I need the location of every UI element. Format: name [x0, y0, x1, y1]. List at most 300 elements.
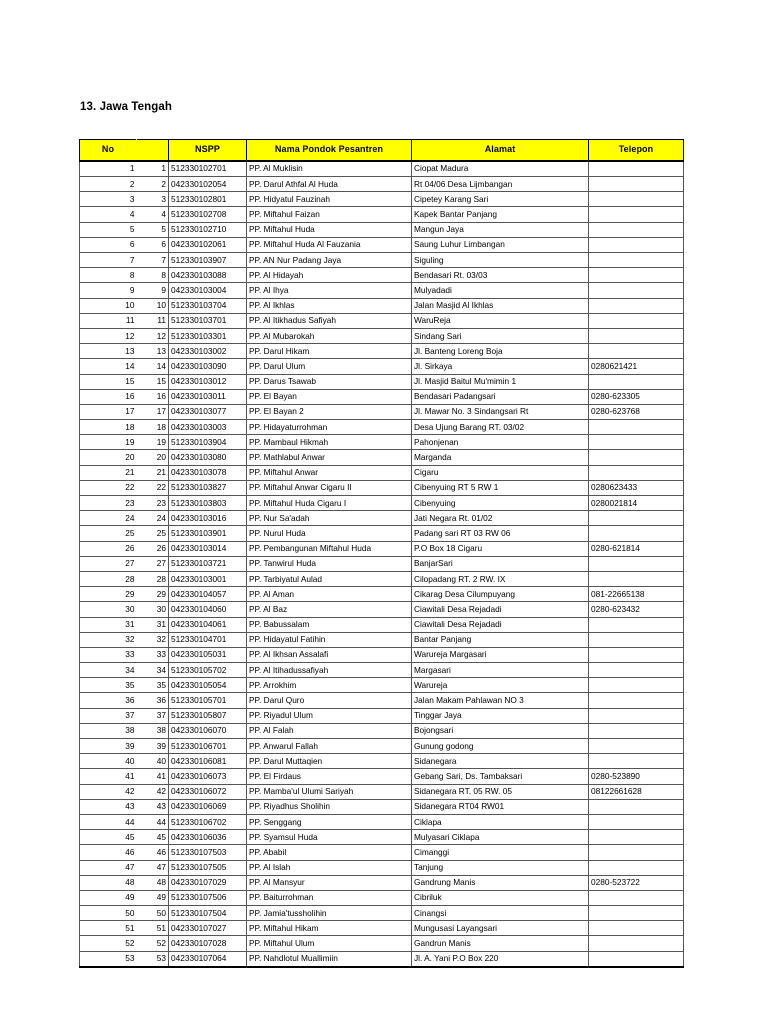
cell-no: 53 [80, 951, 137, 967]
cell-nama: PP. Hidyatul Fauzinah [247, 192, 412, 207]
cell-telepon: 0280-623768 [589, 404, 684, 419]
cell-alamat: Gebang Sari, Ds. Tambaksari [412, 769, 589, 784]
cell-nama: PP. Miftahul Huda Al Fauzania [247, 237, 412, 252]
cell-nspp: 512330103301 [169, 328, 247, 343]
cell-index: 19 [137, 435, 169, 450]
cell-telepon [589, 253, 684, 268]
cell-nama: PP. El Firdaus [247, 769, 412, 784]
cell-nspp: 042330104057 [169, 587, 247, 602]
column-header-nspp: NSPP [169, 140, 247, 161]
cell-index: 8 [137, 268, 169, 283]
cell-nama: PP. Arrokhim [247, 678, 412, 693]
cell-nspp: 512330105807 [169, 708, 247, 723]
cell-alamat: Pahonjenan [412, 435, 589, 450]
cell-no: 46 [80, 845, 137, 860]
table-row [80, 708, 684, 723]
cell-alamat: Cikarag Desa Cilumpuyang [412, 587, 589, 602]
cell-nama: PP. Babussalam [247, 617, 412, 632]
cell-nspp: 512330104701 [169, 632, 247, 647]
cell-alamat: Mulyadadi [412, 283, 589, 298]
cell-no: 13 [80, 344, 137, 359]
cell-nspp: 042330103012 [169, 374, 247, 389]
table-row [80, 526, 684, 541]
table-row [80, 328, 684, 343]
table-row [80, 253, 684, 268]
column-header-alamat: Alamat [412, 140, 589, 161]
cell-alamat: Sidanegara RT. 05 RW. 05 [412, 784, 589, 799]
cell-nama: PP. Al Ikhsan Assalafi [247, 647, 412, 662]
cell-index: 47 [137, 860, 169, 875]
cell-alamat: Ciopat Madura [412, 161, 589, 177]
cell-nama: PP. Darul Quro [247, 693, 412, 708]
cell-telepon: 0280-523890 [589, 769, 684, 784]
cell-no: 38 [80, 723, 137, 738]
table-row [80, 890, 684, 905]
cell-no: 21 [80, 465, 137, 480]
cell-index: 28 [137, 571, 169, 586]
cell-alamat: Cimanggi [412, 845, 589, 860]
cell-nspp: 042330103002 [169, 344, 247, 359]
table-row [80, 222, 684, 237]
cell-nama: PP. Hidayaturrohman [247, 420, 412, 435]
cell-nama: PP. Darul Hikam [247, 344, 412, 359]
cell-index: 3 [137, 192, 169, 207]
cell-no: 9 [80, 283, 137, 298]
cell-nama: PP. Anwarul Fallah [247, 739, 412, 754]
cell-no: 22 [80, 480, 137, 495]
cell-telepon [589, 921, 684, 936]
cell-nama: PP. Darul Muttaqien [247, 754, 412, 769]
cell-telepon [589, 936, 684, 951]
cell-index: 53 [137, 951, 169, 967]
cell-telepon: 0280-621814 [589, 541, 684, 556]
cell-index: 48 [137, 875, 169, 890]
cell-nspp: 042330103001 [169, 571, 247, 586]
cell-alamat: Cibenyuing [412, 496, 589, 511]
cell-nama: PP. AN Nur Padang Jaya [247, 253, 412, 268]
table-row [80, 799, 684, 814]
cell-no: 51 [80, 921, 137, 936]
cell-telepon [589, 222, 684, 237]
cell-telepon [589, 739, 684, 754]
cell-telepon [589, 708, 684, 723]
table-row [80, 571, 684, 586]
column-header-no: No [80, 140, 137, 161]
cell-alamat: Cibenyuing RT 5 RW 1 [412, 480, 589, 495]
cell-no: 15 [80, 374, 137, 389]
column-header-nama-pondok-pesantren: Nama Pondok Pesantren [247, 140, 412, 161]
table-row [80, 268, 684, 283]
table-row [80, 860, 684, 875]
cell-nama: PP. El Bayan 2 [247, 404, 412, 419]
cell-index: 30 [137, 602, 169, 617]
cell-index: 29 [137, 587, 169, 602]
cell-index: 14 [137, 359, 169, 374]
cell-alamat: Bendasari Rt. 03/03 [412, 268, 589, 283]
cell-nama: PP. Al Itikhadus Safiyah [247, 313, 412, 328]
cell-alamat: Jl. Banteng Loreng Boja [412, 344, 589, 359]
cell-telepon [589, 571, 684, 586]
cell-no: 11 [80, 313, 137, 328]
cell-nspp: 512330102701 [169, 161, 247, 177]
cell-telepon [589, 830, 684, 845]
cell-nspp: 042330103011 [169, 389, 247, 404]
cell-no: 49 [80, 890, 137, 905]
cell-no: 25 [80, 526, 137, 541]
cell-telepon [589, 328, 684, 343]
cell-alamat: Jl. Masjid Baitul Mu'mimin 1 [412, 374, 589, 389]
cell-telepon [589, 435, 684, 450]
cell-no: 45 [80, 830, 137, 845]
cell-index: 35 [137, 678, 169, 693]
cell-alamat: Mungusasi Layangsari [412, 921, 589, 936]
cell-nspp: 042330106070 [169, 723, 247, 738]
cell-nama: PP. Al Muklisin [247, 161, 412, 177]
cell-index: 34 [137, 663, 169, 678]
cell-index: 32 [137, 632, 169, 647]
cell-no: 2 [80, 177, 137, 192]
cell-no: 33 [80, 647, 137, 662]
table-row [80, 192, 684, 207]
cell-alamat: Jati Negara Rt. 01/02 [412, 511, 589, 526]
cell-nama: PP. El Bayan [247, 389, 412, 404]
cell-nama: PP. Syamsul Huda [247, 830, 412, 845]
cell-index: 5 [137, 222, 169, 237]
cell-nspp: 512330102801 [169, 192, 247, 207]
cell-nama: PP. Darus Tsawab [247, 374, 412, 389]
table-row [80, 480, 684, 495]
cell-nspp: 512330106701 [169, 739, 247, 754]
cell-nama: PP. Al Baz [247, 602, 412, 617]
cell-index: 38 [137, 723, 169, 738]
cell-nspp: 512330105701 [169, 693, 247, 708]
cell-no: 19 [80, 435, 137, 450]
cell-telepon [589, 647, 684, 662]
table-header [80, 140, 684, 161]
cell-no: 47 [80, 860, 137, 875]
cell-nama: PP. Darul Athfal Al Huda [247, 177, 412, 192]
cell-alamat: Bojongsari [412, 723, 589, 738]
cell-alamat: Jalan Masjid Al Ikhlas [412, 298, 589, 313]
table-row [80, 617, 684, 632]
cell-nama: PP. Al Mansyur [247, 875, 412, 890]
cell-nama: PP. Nur Sa'adah [247, 511, 412, 526]
cell-no: 32 [80, 632, 137, 647]
cell-no: 20 [80, 450, 137, 465]
cell-index: 4 [137, 207, 169, 222]
cell-no: 48 [80, 875, 137, 890]
cell-nspp: 042330104061 [169, 617, 247, 632]
cell-telepon [589, 161, 684, 177]
cell-index: 27 [137, 556, 169, 571]
cell-telepon [589, 526, 684, 541]
cell-index: 33 [137, 647, 169, 662]
cell-no: 10 [80, 298, 137, 313]
cell-alamat: Gandrun Manis [412, 936, 589, 951]
table-row [80, 161, 684, 177]
cell-alamat: Marganda [412, 450, 589, 465]
table-row [80, 587, 684, 602]
cell-index: 13 [137, 344, 169, 359]
cell-nspp: 512330107504 [169, 906, 247, 921]
cell-telepon [589, 192, 684, 207]
table-row [80, 359, 684, 374]
cell-index: 21 [137, 465, 169, 480]
cell-telepon [589, 177, 684, 192]
cell-alamat: Warureja Margasari [412, 647, 589, 662]
cell-nspp: 042330106072 [169, 784, 247, 799]
cell-index: 12 [137, 328, 169, 343]
cell-nspp: 512330107505 [169, 860, 247, 875]
cell-alamat: Ciawitali Desa Rejadadi [412, 602, 589, 617]
column-header-telepon: Telepon [589, 140, 684, 161]
table-row [80, 177, 684, 192]
table-row [80, 298, 684, 313]
cell-nspp: 042330103016 [169, 511, 247, 526]
table-row [80, 693, 684, 708]
cell-no: 36 [80, 693, 137, 708]
table-row [80, 511, 684, 526]
cell-alamat: Cibriluk [412, 890, 589, 905]
cell-nspp: 042330103088 [169, 268, 247, 283]
table-row [80, 830, 684, 845]
cell-no: 40 [80, 754, 137, 769]
cell-telepon [589, 511, 684, 526]
cell-telepon [589, 313, 684, 328]
cell-index: 39 [137, 739, 169, 754]
cell-no: 39 [80, 739, 137, 754]
cell-no: 41 [80, 769, 137, 784]
cell-nama: PP. Hidayatul Fatihin [247, 632, 412, 647]
cell-nspp: 042330107029 [169, 875, 247, 890]
cell-no: 12 [80, 328, 137, 343]
cell-no: 30 [80, 602, 137, 617]
cell-nama: PP. Nahdlotul Muallimiin [247, 951, 412, 967]
cell-telepon [589, 723, 684, 738]
cell-index: 1 [137, 161, 169, 177]
cell-no: 16 [80, 389, 137, 404]
cell-nama: PP. Al Islah [247, 860, 412, 875]
cell-alamat: Sidanegara [412, 754, 589, 769]
cell-alamat: Cilopadang RT. 2 RW. IX [412, 571, 589, 586]
cell-nspp: 042330107028 [169, 936, 247, 951]
cell-index: 18 [137, 420, 169, 435]
table-row [80, 313, 684, 328]
cell-telepon [589, 860, 684, 875]
cell-telepon: 0280-623305 [589, 389, 684, 404]
cell-nspp: 042330106069 [169, 799, 247, 814]
cell-alamat: Bendasari Padangsari [412, 389, 589, 404]
cell-nama: PP. Riyadhus Sholihin [247, 799, 412, 814]
table-row [80, 541, 684, 556]
cell-index: 16 [137, 389, 169, 404]
cell-nspp: 512330103907 [169, 253, 247, 268]
cell-nspp: 042330103080 [169, 450, 247, 465]
cell-index: 26 [137, 541, 169, 556]
cell-index: 24 [137, 511, 169, 526]
cell-index: 2 [137, 177, 169, 192]
cell-nama: PP. Al Itihadussafiyah [247, 663, 412, 678]
cell-no: 24 [80, 511, 137, 526]
cell-telepon [589, 678, 684, 693]
cell-index: 23 [137, 496, 169, 511]
cell-index: 6 [137, 237, 169, 252]
cell-no: 26 [80, 541, 137, 556]
cell-no: 35 [80, 678, 137, 693]
cell-nspp: 512330103901 [169, 526, 247, 541]
cell-nspp: 042330103078 [169, 465, 247, 480]
cell-index: 11 [137, 313, 169, 328]
cell-alamat: Mangun Jaya [412, 222, 589, 237]
table-row [80, 435, 684, 450]
cell-telepon [589, 374, 684, 389]
cell-nspp: 042330102061 [169, 237, 247, 252]
cell-nspp: 512330103827 [169, 480, 247, 495]
cell-index: 44 [137, 814, 169, 829]
cell-nspp: 512330103721 [169, 556, 247, 571]
cell-alamat: Saung Luhur Limbangan [412, 237, 589, 252]
cell-alamat: BanjarSari [412, 556, 589, 571]
cell-index: 36 [137, 693, 169, 708]
cell-nspp: 042330107027 [169, 921, 247, 936]
cell-nspp: 042330103090 [169, 359, 247, 374]
cell-alamat: Ciawitali Desa Rejadadi [412, 617, 589, 632]
cell-no: 23 [80, 496, 137, 511]
cell-no: 43 [80, 799, 137, 814]
cell-telepon [589, 663, 684, 678]
table-row [80, 754, 684, 769]
cell-alamat: Gunung godong [412, 739, 589, 754]
cell-nspp: 042330103077 [169, 404, 247, 419]
cell-alamat: Margasari [412, 663, 589, 678]
cell-telepon: 08122661628 [589, 784, 684, 799]
table-header-row [80, 140, 684, 161]
cell-telepon: 0280-623432 [589, 602, 684, 617]
cell-telepon [589, 450, 684, 465]
cell-nama: PP. Mamba'ul Ulumi Sariyah [247, 784, 412, 799]
cell-nama: PP. Al Hidayah [247, 268, 412, 283]
cell-no: 42 [80, 784, 137, 799]
pesantren-table [79, 139, 684, 968]
table-row [80, 845, 684, 860]
cell-nspp: 042330106036 [169, 830, 247, 845]
table-row [80, 556, 684, 571]
cell-nspp: 042330106073 [169, 769, 247, 784]
cell-alamat: Cinangsi [412, 906, 589, 921]
table-row [80, 632, 684, 647]
cell-alamat: Ciklapa [412, 814, 589, 829]
cell-nama: PP. Mathlabul Anwar [247, 450, 412, 465]
cell-no: 37 [80, 708, 137, 723]
cell-nspp: 512330103904 [169, 435, 247, 450]
cell-nspp: 042330105031 [169, 647, 247, 662]
cell-alamat: Tanjung [412, 860, 589, 875]
cell-nspp: 042330102054 [169, 177, 247, 192]
cell-no: 27 [80, 556, 137, 571]
cell-nspp: 042330105054 [169, 678, 247, 693]
cell-telepon [589, 268, 684, 283]
cell-no: 28 [80, 571, 137, 586]
cell-telepon [589, 845, 684, 860]
cell-nspp: 042330103014 [169, 541, 247, 556]
page-title: 13. Jawa Tengah [80, 101, 173, 113]
table-row [80, 389, 684, 404]
cell-index: 40 [137, 754, 169, 769]
cell-telepon [589, 465, 684, 480]
cell-index: 9 [137, 283, 169, 298]
cell-telepon [589, 754, 684, 769]
table-row [80, 678, 684, 693]
cell-telepon [589, 951, 684, 967]
table-row [80, 814, 684, 829]
cell-alamat: P.O Box 18 Cigaru [412, 541, 589, 556]
cell-nama: PP. Mambaul Hikmah [247, 435, 412, 450]
cell-telepon [589, 298, 684, 313]
cell-nama: PP. Riyadul Ulum [247, 708, 412, 723]
cell-alamat: Tinggar Jaya [412, 708, 589, 723]
cell-no: 5 [80, 222, 137, 237]
cell-alamat: Padang sari RT 03 RW 06 [412, 526, 589, 541]
cell-no: 8 [80, 268, 137, 283]
table-row [80, 663, 684, 678]
cell-index: 37 [137, 708, 169, 723]
cell-telepon [589, 906, 684, 921]
cell-index: 25 [137, 526, 169, 541]
cell-nama: PP. Miftahul Huda Cigaru I [247, 496, 412, 511]
cell-telepon [589, 420, 684, 435]
cell-nspp: 042330104060 [169, 602, 247, 617]
cell-index: 31 [137, 617, 169, 632]
table-body [80, 161, 684, 967]
table-row [80, 404, 684, 419]
cell-nama: PP. Miftahul Anwar Cigaru II [247, 480, 412, 495]
cell-alamat: Sindang Sari [412, 328, 589, 343]
cell-index: 7 [137, 253, 169, 268]
cell-alamat: Rt 04/06 Desa Lijmbangan [412, 177, 589, 192]
cell-alamat: Cipetey Karang Sari [412, 192, 589, 207]
column-header-no-spacer [137, 140, 169, 161]
cell-alamat: Jalan Makam Pahlawan NO 3 [412, 693, 589, 708]
cell-index: 51 [137, 921, 169, 936]
table-row [80, 906, 684, 921]
cell-nspp: 512330107506 [169, 890, 247, 905]
cell-nama: PP. Baiturrohman [247, 890, 412, 905]
cell-nspp: 512330106702 [169, 814, 247, 829]
pesantren-table-container [79, 139, 683, 968]
cell-nama: PP. Miftahul Ulum [247, 936, 412, 951]
cell-nama: PP. Tanwirul Huda [247, 556, 412, 571]
cell-nama: PP. Al Aman [247, 587, 412, 602]
cell-nspp: 042330106081 [169, 754, 247, 769]
cell-telepon [589, 344, 684, 359]
cell-index: 41 [137, 769, 169, 784]
table-row [80, 936, 684, 951]
cell-nama: PP. Senggang [247, 814, 412, 829]
cell-telepon [589, 617, 684, 632]
table-row [80, 647, 684, 662]
cell-nama: PP. Miftahul Huda [247, 222, 412, 237]
cell-no: 50 [80, 906, 137, 921]
cell-no: 4 [80, 207, 137, 222]
table-row [80, 723, 684, 738]
table-row [80, 450, 684, 465]
cell-nspp: 512330102710 [169, 222, 247, 237]
cell-nama: PP. Nurul Huda [247, 526, 412, 541]
cell-no: 3 [80, 192, 137, 207]
table-row [80, 237, 684, 252]
cell-index: 42 [137, 784, 169, 799]
table-row [80, 602, 684, 617]
